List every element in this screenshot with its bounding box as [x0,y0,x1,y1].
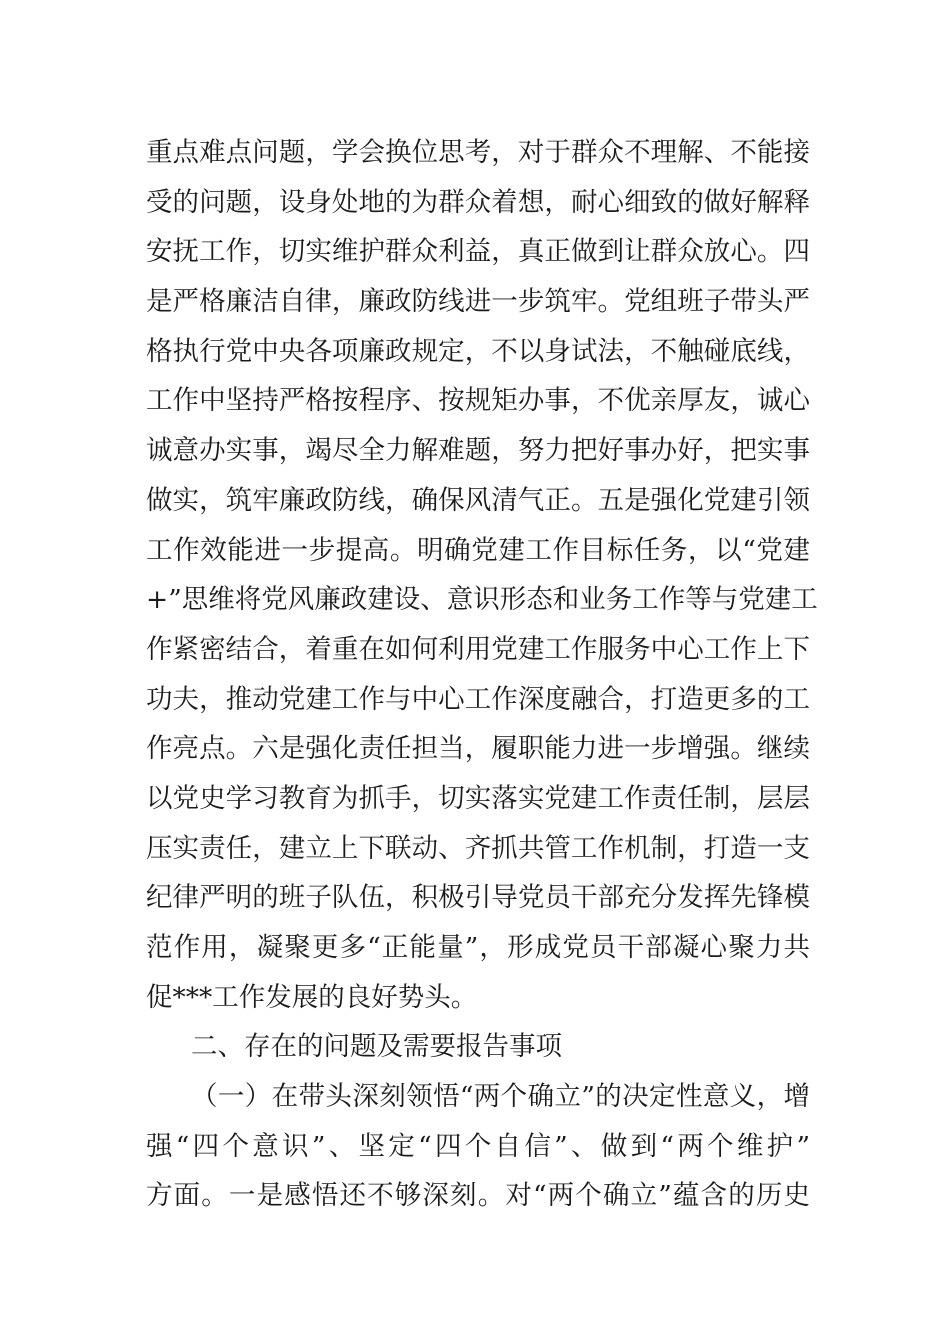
body-line: 强“四个意识”、坚定“四个自信”、做到“两个维护” [146,1130,810,1162]
body-line: 是严格廉洁自律，廉政防线进一步筑牢。党组班子带头严 [146,286,810,318]
body-line: 作亮点。六是强化责任担当，履职能力进一步增强。继续 [146,733,810,765]
body-line: 安抚工作，切实维护群众利益，真正做到让群众放心。四 [146,236,810,268]
body-line: 压实责任，建立上下联动、齐抓共管工作机制，打造一支 [146,832,810,864]
body-line: 作紧密结合，着重在如何利用党建工作服务中心工作上下 [146,633,810,665]
body-line: +”思维将党风廉政建设、意识形态和业务工作等与党建工 [146,584,818,616]
body-line: 工作效能进一步提高。明确党建工作目标任务，以“党建 [146,534,810,566]
body-line: 功夫，推动党建工作与中心工作深度融合，打造更多的工 [146,683,810,715]
body-line: 范作用，凝聚更多“正能量”，形成党员干部凝心聚力共 [146,932,810,963]
body-line: 诚意办实事，竭尽全力解难题，努力把好事办好，把实事 [146,435,810,467]
body-line: 受的问题，设身处地的为群众着想，耐心细致的做好解释 [146,186,810,218]
body-line: 做实，筑牢廉政防线，确保风清气正。五是强化党建引领 [146,484,810,516]
body-line: 纪律严明的班子队伍，积极引导党员干部充分发挥先锋模 [146,882,810,914]
document-body [146,128,818,1221]
subsection-line: （一）在带头深刻领悟“两个确立”的决定性意义，增 [191,1081,810,1113]
body-line: 方面。一是感悟还不够深刻。对“两个确立”蕴含的历史 [146,1180,810,1212]
body-line: 重点难点问题，学会换位思考，对于群众不理解、不能接 [146,137,810,168]
body-line: 工作中坚持严格按程序、按规矩办事，不优亲厚友，诚心 [146,385,810,417]
body-line: 促***工作发展的良好势头。 [146,981,478,1013]
section-heading: 二、存在的问题及需要报告事项 [191,1031,562,1063]
body-line: 格执行党中央各项廉政规定，不以身试法，不触碰底线， [146,335,810,367]
body-line: 以党史学习教育为抓手，切实落实党建工作责任制，层层 [146,782,810,814]
